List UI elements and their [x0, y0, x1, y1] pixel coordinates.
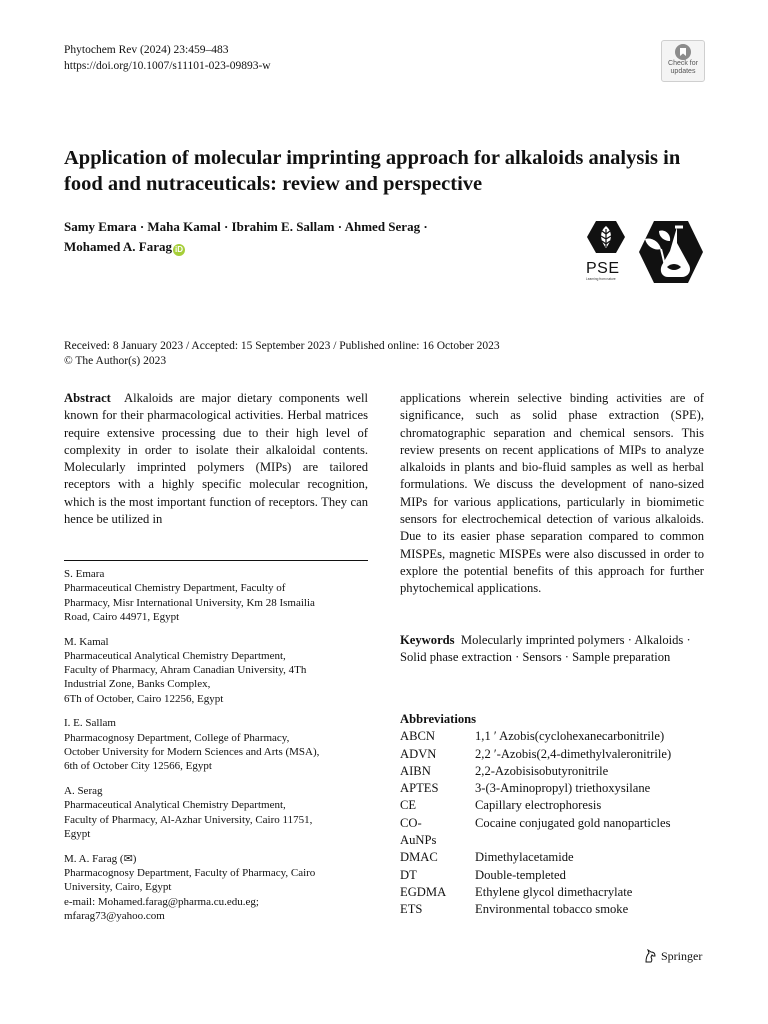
affiliation-line: Pharmacognosy Department, Faculty of Pharmacy, Cairo — [64, 866, 316, 879]
email-link[interactable]: e-mail: Mohamed.farag@pharma.cu.edu.eg; — [64, 895, 259, 908]
abbreviations — [400, 711, 704, 919]
affiliations — [64, 567, 368, 933]
affiliation-line: Pharmaceutical Chemistry Department, Faculty of — [64, 582, 286, 595]
abbreviation-term: CE — [400, 798, 417, 813]
check-for-updates-badge[interactable] — [661, 40, 705, 82]
abstract-text-left: Alkaloids are major dietary components well known for their pharmacological activities. Herbal matrices require extensive processing due to their high level of complexity in order to isolate their alkaloidal contents. Molecularly imprinted polymers (MIPs) are tailored receptors with a highly specific molecular recognition, which is the most important function of receptors. They can hence be utilized in — [64, 391, 368, 527]
affiliation-farag — [64, 852, 368, 923]
abbreviation-row — [400, 867, 704, 884]
affiliation-name: S. Emara — [64, 568, 105, 580]
copyright-line: © The Author(s) 2023 — [64, 355, 167, 367]
abbreviation-term: DMAC — [400, 850, 438, 865]
dates-line: Received: 8 January 2023 / Accepted: 15 September 2023 / Published online: 16 October 2023 — [64, 340, 500, 352]
affiliation-line: 6th of October City 12566, Egypt — [64, 760, 212, 773]
abbreviation-term: DT — [400, 867, 417, 882]
authors-line1: Samy Emara · Maha Kamal · Ibrahim E. Sallam · Ahmed Serag · — [64, 219, 428, 234]
affiliation-line: Egypt — [64, 827, 91, 840]
abbreviation-row — [400, 746, 704, 763]
affiliation-line: University, Cairo, Egypt — [64, 881, 172, 894]
abbreviation-row — [400, 901, 704, 918]
abbreviation-definition: Cocaine conjugated gold nanoparticles — [475, 815, 671, 830]
abbreviation-term: EGDMA — [400, 884, 447, 899]
affiliation-divider — [64, 560, 368, 561]
article-title: Application of molecular imprinting approach for alkaloids analysis in food and nutraceuticals: review and perspective — [64, 147, 681, 195]
affiliation-emara — [64, 567, 368, 624]
affiliation-line: Road, Cairo 44971, Egypt — [64, 610, 180, 623]
pse-logo — [586, 220, 631, 281]
author-list — [64, 217, 564, 257]
affiliation-line: 6Th of October, Cairo 12256, Egypt — [64, 692, 224, 705]
doi-link[interactable]: https://doi.org/10.1007/s11101-023-09893-w — [64, 60, 271, 72]
abbreviation-row — [400, 815, 704, 850]
keywords-text: Molecularly imprinted polymers · Alkaloids · Solid phase extraction · Sensors · Sample preparation — [400, 633, 691, 665]
pse-tagline: Learning from nature — [586, 277, 616, 281]
phytochem-logo — [637, 217, 705, 292]
affiliation-name: I. E. Sallam — [64, 717, 116, 730]
affiliation-sallam — [64, 716, 368, 773]
authors-line2 — [64, 237, 564, 257]
affiliation-line: Pharmaceutical Analytical Chemistry Department, — [64, 799, 286, 812]
abbreviation-term: ADVN — [400, 746, 437, 761]
abbreviation-row — [400, 763, 704, 780]
publication-dates — [64, 339, 704, 369]
abstract-heading: Abstract — [64, 391, 111, 405]
journal-citation: Phytochem Rev (2024) 23:459–483 — [64, 44, 229, 56]
abbreviation-row — [400, 728, 704, 745]
affiliation-serag — [64, 784, 368, 841]
abstract-right: applications wherein selective binding activities are of significance, such as solid phase extraction (SPE), chromatographic separation and chemical sensors. This review presents on recent applications of MIPs to analyze alkaloids in plants and bio-fluid samples as well as herbal formulations. We discuss the development of nano-sized MIPs for various applications, particularly in biomimetic sensors for electrochemical detection of various alkaloids. Due to its easier phase separation compared to common MISPEs, magnetic MISPEs were also discussed in order to explore the potential benefits of this approach for further phytochemical applications. — [400, 391, 704, 596]
leaf-hexagon-icon — [586, 220, 626, 254]
abbreviation-row — [400, 797, 704, 814]
springer-label: Springer — [661, 949, 703, 963]
affiliation-kamal — [64, 635, 368, 706]
abbreviation-row — [400, 780, 704, 797]
orcid-icon[interactable]: iD — [174, 245, 183, 254]
affiliation-name: M. A. Farag (✉) — [64, 852, 137, 865]
abbreviation-definition: 2,2 ′-Azobis(2,4-dimethylvaleronitrile) — [475, 746, 672, 761]
affiliation-name: M. Kamal — [64, 635, 109, 648]
abbreviation-definition: Double-templeted — [475, 867, 566, 882]
affiliation-line: Industrial Zone, Banks Complex, — [64, 678, 211, 691]
springer-footer — [643, 948, 702, 964]
abbreviation-definition: Capillary electrophoresis — [475, 798, 602, 813]
abbreviation-term: AIBN — [400, 763, 431, 778]
abbreviation-definition: 2,2-Azobisisobutyronitrile — [475, 763, 609, 778]
keywords-heading: Keywords — [400, 633, 455, 647]
affiliation-name: A. Serag — [64, 785, 103, 798]
abbreviation-definition: Dimethylacetamide — [475, 850, 574, 865]
abbreviation-term: ABCN — [400, 729, 435, 744]
check-for-updates-line1: Check for — [668, 60, 698, 67]
bookmark-icon — [675, 44, 691, 60]
email-link[interactable]: mfarag73@yahoo.com — [64, 909, 165, 922]
affiliation-line: Faculty of Pharmacy, Al-Azhar University, Cairo 11751, — [64, 813, 313, 826]
keywords — [400, 632, 704, 667]
abbreviation-term: APTES — [400, 781, 439, 796]
abbreviation-definition: Environmental tobacco smoke — [475, 902, 629, 917]
abbreviation-row — [400, 849, 704, 866]
affiliation-line: Pharmacy, Misr International University, Km 28 Ismailia — [64, 596, 315, 609]
journal-header — [64, 42, 271, 74]
affiliation-line: Pharmacognosy Department, College of Pharmacy, — [64, 731, 290, 744]
abbreviation-term: ETS — [400, 902, 423, 917]
abbreviation-term: CO-AuNPs — [400, 815, 437, 848]
abbreviation-definition: 3-(3-Aminopropyl) triethoxysilane — [475, 781, 651, 796]
affiliation-line: October University for Modern Sciences and Arts (MSA), — [64, 746, 320, 759]
abbreviation-definition: 1,1 ′ Azobis(cyclohexanecarbonitrile) — [475, 729, 665, 744]
springer-horse-icon — [643, 949, 657, 963]
affiliation-line: Pharmaceutical Analytical Chemistry Department, — [64, 649, 286, 662]
author-farag[interactable]: Mohamed A. Farag — [64, 239, 172, 254]
pse-wordmark: PSE — [586, 260, 620, 277]
plant-flask-icon — [637, 217, 705, 287]
abbreviation-row — [400, 884, 704, 901]
abbreviations-heading: Abbreviations — [400, 712, 477, 726]
affiliation-line: Faculty of Pharmacy, Ahram Canadian University, 4Th — [64, 664, 307, 677]
abbreviation-definition: Ethylene glycol dimethacrylate — [475, 884, 633, 899]
abstract-left — [64, 390, 368, 528]
check-for-updates-line2: updates — [670, 67, 696, 75]
